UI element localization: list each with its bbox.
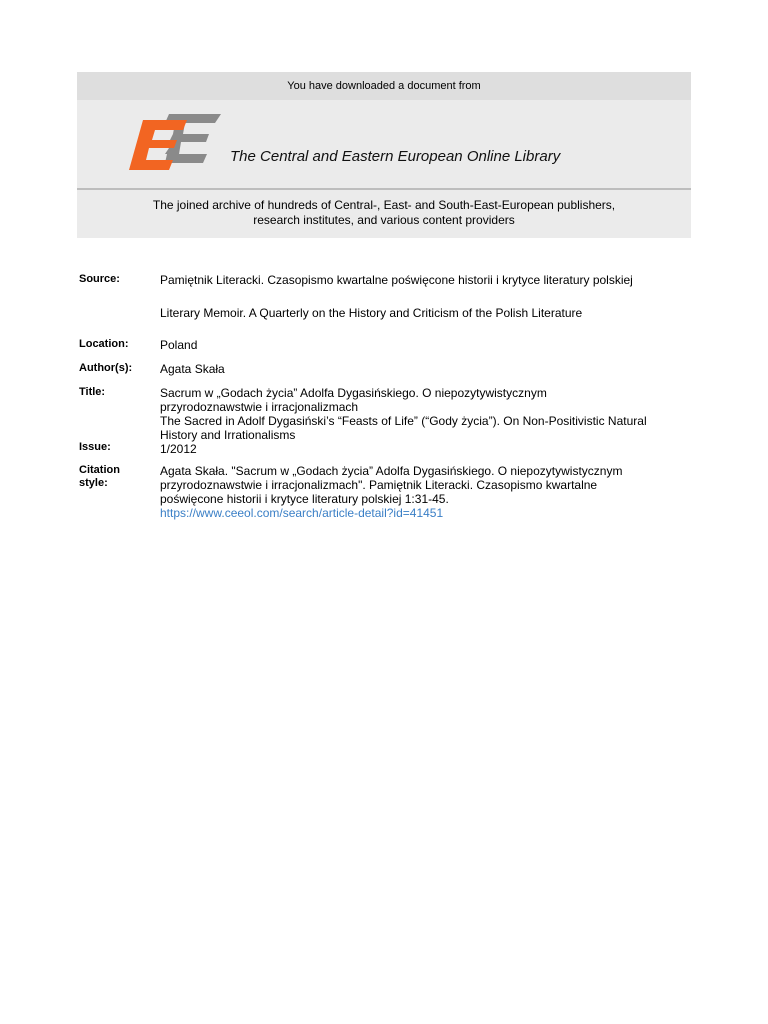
tagline-line-1: The joined archive of hundreds of Central-, East- and South-East-European publishers, [152, 198, 616, 212]
title-en-line-1: The Sacred in Adolf Dygasiński’s “Feasts of Life” (“Gody życia”). On Non-Positivistic Natural [160, 414, 647, 428]
title-en-line-2: History and Irrationalisms [160, 428, 296, 442]
issue-value: 1/2012 [160, 442, 197, 456]
library-title: The Central and Eastern European Online Library [230, 148, 561, 165]
tagline-line-2: research institutes, and various content providers [253, 213, 515, 227]
source-value: Pamiętnik Literacki. Czasopismo kwartalne poświęcone historii i krytyce literatury polskiej [160, 273, 633, 287]
source-label: Source: [79, 273, 120, 285]
citation-label-line-2: style: [79, 477, 108, 489]
banner-tagline [77, 198, 691, 228]
title-label: Title: [79, 386, 106, 398]
banner-divider [77, 188, 691, 190]
title-line-2: przyrodoznawstwie i irracjonalizmach [160, 400, 359, 414]
location-value: Poland [160, 338, 198, 352]
authors-label: Author(s): [79, 362, 133, 374]
citation-url-link[interactable]: https://www.ceeol.com/search/article-detail?id=41451 [160, 506, 444, 520]
citation-line-3: poświęcone historii i krytyce literatury polskiej 1:31-45. [160, 492, 449, 506]
citation-label [79, 464, 154, 490]
source-translation: Literary Memoir. A Quarterly on the History and Criticism of the Polish Literature [160, 306, 583, 320]
citation-label-line-1: Citation [79, 464, 120, 476]
location-label: Location: [79, 338, 129, 350]
title-line-1: Sacrum w „Godach życia” Adolfa Dygasińskiego. O niepozytywistycznym [160, 386, 547, 400]
authors-value: Agata Skała [160, 362, 225, 376]
ceeol-e3-logo-icon [129, 114, 221, 170]
download-notice: You have downloaded a document from [77, 72, 691, 100]
citation-line-2: przyrodoznawstwie i irracjonalizmach". Pamiętnik Literacki. Czasopismo kwartalne [160, 478, 598, 492]
ceeol-banner [77, 72, 691, 238]
title-value [160, 386, 690, 442]
citation-value [160, 464, 690, 520]
citation-line-1: Agata Skała. "Sacrum w „Godach życia” Adolfa Dygasińskiego. O niepozytywistycznym [160, 464, 623, 478]
issue-label: Issue: [79, 441, 111, 453]
